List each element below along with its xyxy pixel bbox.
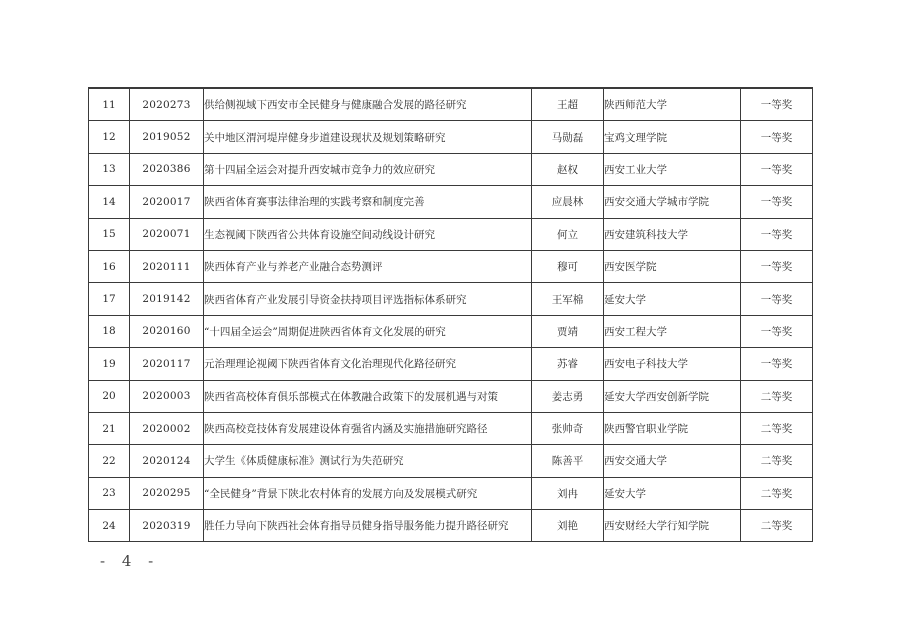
project-code: 2020160 [130, 315, 204, 347]
institution-name: 西安建筑科技大学 [604, 218, 741, 250]
author-name: 应晨林 [532, 186, 604, 218]
award-level: 二等奖 [741, 380, 813, 412]
project-code: 2020017 [130, 186, 204, 218]
table-body [89, 88, 813, 542]
institution-name: 陕西师范大学 [604, 88, 741, 121]
award-level: 一等奖 [741, 153, 813, 185]
institution-name: 西安财经大学行知学院 [604, 510, 741, 542]
institution-name: 西安工程大学 [604, 315, 741, 347]
row-index: 18 [89, 315, 130, 347]
table-row [89, 218, 813, 250]
project-code: 2020319 [130, 510, 204, 542]
project-code: 2020124 [130, 445, 204, 477]
author-name: 姜志勇 [532, 380, 604, 412]
row-index: 15 [89, 218, 130, 250]
award-level: 二等奖 [741, 477, 813, 509]
institution-name: 西安医学院 [604, 250, 741, 282]
row-index: 19 [89, 348, 130, 380]
author-name: 贾靖 [532, 315, 604, 347]
table-row [89, 88, 813, 121]
project-code: 2020117 [130, 348, 204, 380]
author-name: 王超 [532, 88, 604, 121]
project-title: 陕西高校竞技体育发展建设体育强省内涵及实施措施研究路径 [204, 412, 532, 444]
author-name: 张帅奇 [532, 412, 604, 444]
project-title: “全民健身”背景下陕北农村体育的发展方向及发展模式研究 [204, 477, 532, 509]
project-title: 陕西省体育赛事法律治理的实践考察和制度完善 [204, 186, 532, 218]
author-name: 赵权 [532, 153, 604, 185]
row-index: 20 [89, 380, 130, 412]
award-level: 一等奖 [741, 186, 813, 218]
project-code: 2020273 [130, 88, 204, 121]
table-row [89, 348, 813, 380]
row-index: 16 [89, 250, 130, 282]
institution-name: 西安电子科技大学 [604, 348, 741, 380]
project-code: 2020386 [130, 153, 204, 185]
page-number: - 4 - [100, 552, 160, 570]
row-index: 14 [89, 186, 130, 218]
institution-name: 陕西警官职业学院 [604, 412, 741, 444]
award-level: 一等奖 [741, 218, 813, 250]
author-name: 陈善平 [532, 445, 604, 477]
table-row [89, 477, 813, 509]
row-index: 21 [89, 412, 130, 444]
row-index: 11 [89, 88, 130, 121]
project-code: 2020071 [130, 218, 204, 250]
project-code: 2019142 [130, 283, 204, 315]
award-level: 一等奖 [741, 315, 813, 347]
table-row [89, 250, 813, 282]
award-level: 一等奖 [741, 283, 813, 315]
author-name: 穆可 [532, 250, 604, 282]
institution-name: 西安工业大学 [604, 153, 741, 185]
award-level: 一等奖 [741, 250, 813, 282]
table-row [89, 153, 813, 185]
author-name: 刘艳 [532, 510, 604, 542]
row-index: 17 [89, 283, 130, 315]
row-index: 12 [89, 121, 130, 153]
institution-name: 延安大学西安创新学院 [604, 380, 741, 412]
award-level: 二等奖 [741, 510, 813, 542]
author-name: 苏睿 [532, 348, 604, 380]
project-code: 2020111 [130, 250, 204, 282]
awards-table [88, 87, 813, 542]
project-code: 2020002 [130, 412, 204, 444]
award-level: 二等奖 [741, 412, 813, 444]
project-title: 大学生《体质健康标准》测试行为失范研究 [204, 445, 532, 477]
project-code: 2019052 [130, 121, 204, 153]
row-index: 13 [89, 153, 130, 185]
institution-name: 延安大学 [604, 283, 741, 315]
project-title: 第十四届全运会对提升西安城市竞争力的效应研究 [204, 153, 532, 185]
table-row [89, 380, 813, 412]
award-level: 一等奖 [741, 88, 813, 121]
project-code: 2020295 [130, 477, 204, 509]
project-title: 供给侧视域下西安市全民健身与健康融合发展的路径研究 [204, 88, 532, 121]
table-row [89, 412, 813, 444]
table-row [89, 186, 813, 218]
institution-name: 西安交通大学城市学院 [604, 186, 741, 218]
author-name: 刘冉 [532, 477, 604, 509]
award-level: 二等奖 [741, 445, 813, 477]
table-row [89, 121, 813, 153]
row-index: 23 [89, 477, 130, 509]
project-title: 元治理理论视阈下陕西省体育文化治理现代化路径研究 [204, 348, 532, 380]
project-title: 陕西体育产业与养老产业融合态势测评 [204, 250, 532, 282]
row-index: 22 [89, 445, 130, 477]
author-name: 王军棉 [532, 283, 604, 315]
project-code: 2020003 [130, 380, 204, 412]
award-level: 一等奖 [741, 348, 813, 380]
institution-name: 延安大学 [604, 477, 741, 509]
project-title: 陕西省体育产业发展引导资金扶持项目评选指标体系研究 [204, 283, 532, 315]
institution-name: 西安交通大学 [604, 445, 741, 477]
project-title: 陕西省高校体育俱乐部模式在体教融合政策下的发展机遇与对策 [204, 380, 532, 412]
project-title: 生态视阈下陕西省公共体育设施空间动线设计研究 [204, 218, 532, 250]
table-row [89, 510, 813, 542]
table-row [89, 283, 813, 315]
author-name: 马勋磊 [532, 121, 604, 153]
author-name: 何立 [532, 218, 604, 250]
project-title: 关中地区渭河堤岸健身步道建设现状及规划策略研究 [204, 121, 532, 153]
institution-name: 宝鸡文理学院 [604, 121, 741, 153]
award-level: 一等奖 [741, 121, 813, 153]
project-title: “十四届全运会”周期促进陕西省体育文化发展的研究 [204, 315, 532, 347]
table-row [89, 315, 813, 347]
table-row [89, 445, 813, 477]
project-title: 胜任力导向下陕西社会体育指导员健身指导服务能力提升路径研究 [204, 510, 532, 542]
row-index: 24 [89, 510, 130, 542]
